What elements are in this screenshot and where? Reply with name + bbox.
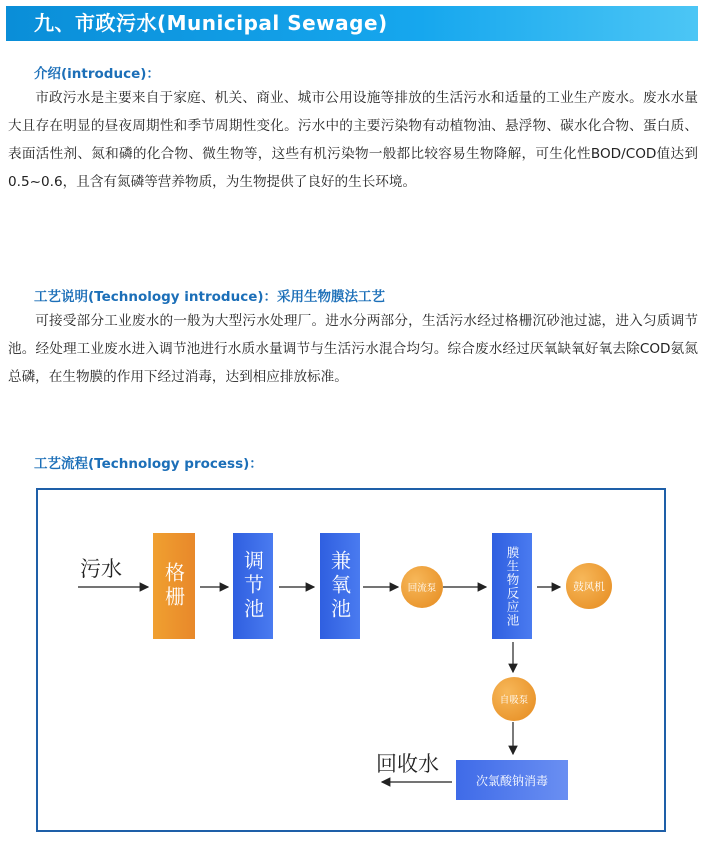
input-sewage-label: 污水 xyxy=(80,557,122,581)
anaerobic-tank-box xyxy=(320,533,360,639)
adjust-tank-box xyxy=(233,533,273,639)
disinfection-box xyxy=(456,760,568,800)
return-pump-label: 回流泵 xyxy=(407,583,437,594)
intro-title: 介绍(introduce)： xyxy=(34,66,160,82)
disinfection-label: 次氯酸钠消毒 xyxy=(475,773,548,788)
intro-paragraph: 市政污水是主要来自于家庭、机关、商业、城市公用设施等排放的生活污水和适量的工业生产废水。废水水量大且存在明显的昼夜周期性和季节周期性变化。污水中的主要污染物有动植物油、悬浮物、碳水化合物、蛋白质、表面活性剂、氮和磷的化合物、微生物等，这些有机污染物一般都比较容易生物降解，可生化性BOD/COD值达到0.5~0.6，且含有氮磷等营养物质，为生物提供了良好的生长环境。 xyxy=(8,90,698,190)
adjust-tank-label: 调节池 xyxy=(240,550,265,622)
membrane-reactor-label: 膜生物反应池 xyxy=(505,545,520,627)
self-priming-pump-label: 自吸泵 xyxy=(499,695,529,706)
grid-box xyxy=(153,533,195,639)
output-recycled-water-label: 回收水 xyxy=(376,752,439,776)
page-title: 九、市政污水(Municipal Sewage) xyxy=(34,11,388,35)
process-title: 工艺流程(Technology process)： xyxy=(34,456,263,472)
technology-title: 工艺说明(Technology introduce)：采用生物膜法工艺 xyxy=(34,289,386,305)
blower-label: 鼓风机 xyxy=(573,580,605,593)
blower-circle xyxy=(566,563,612,609)
technology-paragraph: 可接受部分工业废水的一般为大型污水处理厂。进水分两部分，生活污水经过格栅沉砂池过滤，进入匀质调节池。经处理工业废水进入调节池进行水质水量调节与生活污水混合均匀。综合废水经过厌氧缺氧好氧去除COD氨氮总磷，在生物膜的作用下经过消毒，达到相应排放标准。 xyxy=(8,313,698,385)
grid-label: 格栅 xyxy=(161,562,186,610)
self-priming-pump-circle xyxy=(492,677,536,721)
membrane-reactor-box xyxy=(492,533,532,639)
anaerobic-tank-label: 兼氧池 xyxy=(327,550,352,622)
return-pump-circle xyxy=(401,566,443,608)
